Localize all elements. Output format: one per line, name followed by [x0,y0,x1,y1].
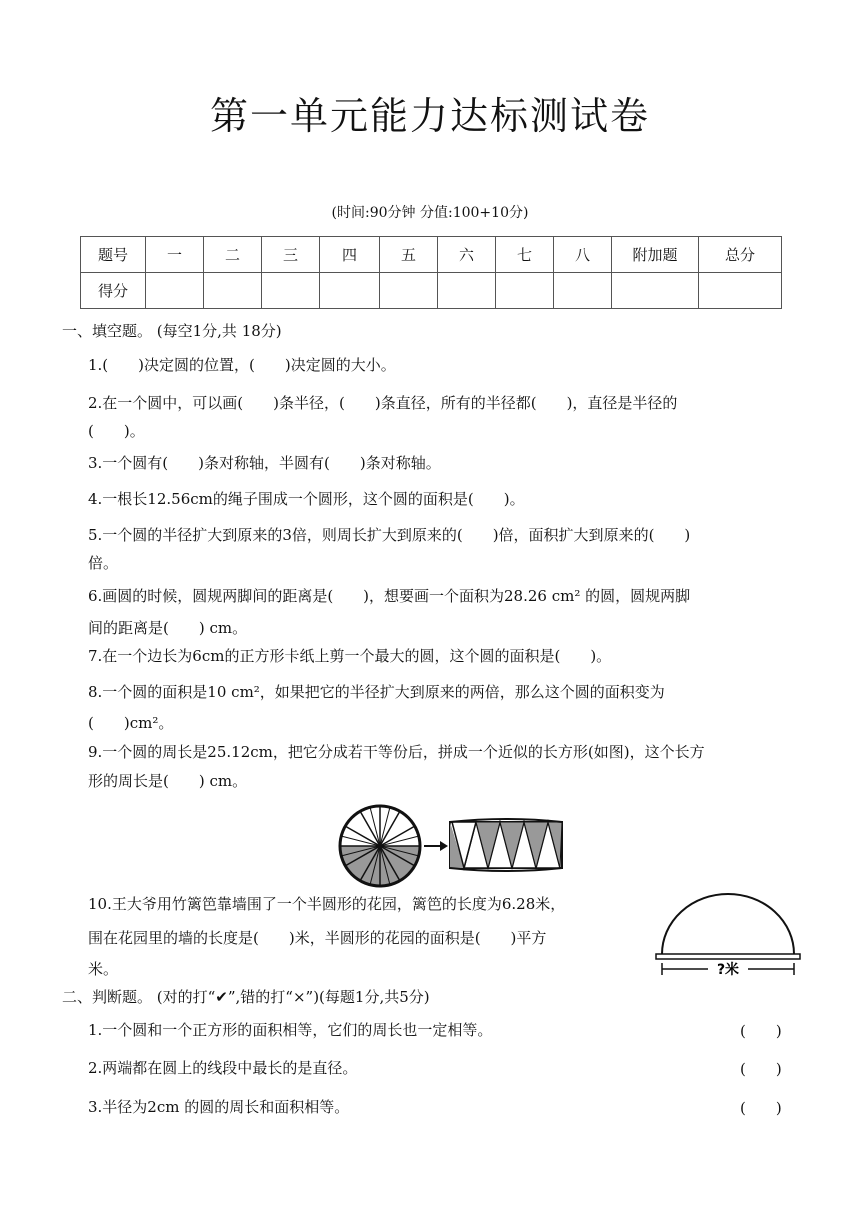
question-1-10: 10.王大爷用竹篱笆靠墙围了一个半圆形的花园，篱笆的长度为6.28米， [88,895,566,913]
score-header-cell: 七 [496,237,554,273]
question-1-2: 2.在一个圆中，可以画( )条半径，( )条直径，所有的半径都( )，直径是半径的 [88,394,678,412]
sector-circle-icon [340,806,420,886]
question-1-8-cont: ( )cm²。 [88,714,174,732]
score-header-cell: 三 [262,237,320,273]
answer-blank[interactable]: ( ) [740,1060,782,1078]
question-1-3: 3.一个圆有( )条对称轴，半圆有( )条对称轴。 [88,454,441,472]
question-1-8: 8.一个圆的面积是10 cm²，如果把它的半径扩大到原来的两倍，那么这个圆的面积变为 [88,683,665,701]
score-cell[interactable] [496,273,554,309]
score-table-header-row [81,237,782,273]
score-cell[interactable] [438,273,496,309]
question-1-4: 4.一根长12.56cm的绳子围成一个圆形，这个圆的面积是( )。 [88,490,525,508]
score-header-cell: 一 [146,237,204,273]
question-2-2: 2.两端都在圆上的线段中最长的是直径。 [88,1059,358,1077]
answer-blank[interactable]: ( ) [740,1022,782,1040]
score-header-cell: 总分 [699,237,782,273]
question-2-1: 1.一个圆和一个正方形的面积相等，它们的周长也一定相等。 [88,1021,493,1039]
score-header-cell: 附加题 [612,237,699,273]
score-table-score-row [81,273,782,309]
score-row-label: 得分 [81,273,146,309]
question-1-6-cont: 间的距离是( ) cm。 [88,619,248,637]
question-1-6: 6.画圆的时候，圆规两脚间的距离是( )，想要画一个面积为28.26 cm² 的圆，圆规两脚 [88,587,691,605]
score-header-cell: 六 [438,237,496,273]
arrow-right-icon [424,841,448,851]
score-table [80,236,782,309]
answer-blank[interactable]: ( ) [740,1099,782,1117]
score-cell[interactable] [699,273,782,309]
question-1-10-end: 米。 [88,960,119,978]
question-1-5-cont: 倍。 [88,554,119,572]
wall-icon [656,954,800,959]
question-1-2-cont: ( )。 [88,422,145,440]
score-header-cell: 八 [554,237,612,273]
score-header-cell: 二 [204,237,262,273]
score-cell[interactable] [380,273,438,309]
figure-label: ?米 [716,962,740,978]
score-cell[interactable] [204,273,262,309]
semicircle-garden-figure [652,888,804,980]
score-cell[interactable] [262,273,320,309]
circle-to-rectangle-figure [336,800,576,892]
question-1-7: 7.在一个边长为6cm的正方形卡纸上剪一个最大的圆，这个圆的面积是( )。 [88,647,612,665]
question-1-1: 1.( )决定圆的位置，( )决定圆的大小。 [88,356,396,374]
approx-rectangle-icon [450,819,562,871]
score-header-cell: 四 [320,237,380,273]
question-1-10-cont: 围在花园里的墙的长度是( )米，半圆形的花园的面积是( )平方 [88,929,547,947]
exam-info: (时间:90分钟 分值:100+10分) [331,205,529,221]
score-cell[interactable] [612,273,699,309]
question-1-5: 5.一个圆的半径扩大到原来的3倍，则周长扩大到原来的( )倍，面积扩大到原来的( ) [88,526,691,544]
score-cell[interactable] [146,273,204,309]
question-1-9: 9.一个圆的周长是25.12cm，把它分成若干等份后，拼成一个近似的长方形(如图)，这个长方 [88,743,705,761]
score-cell[interactable] [554,273,612,309]
section-heading-fill-blank: 一、填空题。 (每空1分,共 18分) [62,322,282,340]
score-cell[interactable] [320,273,380,309]
score-header-cell: 题号 [81,237,146,273]
question-1-9-cont: 形的周长是( ) cm。 [88,772,248,790]
question-2-3: 3.半径为2cm 的圆的周长和面积相等。 [88,1098,350,1116]
section-heading-true-false: 二、判断题。 (对的打“✔”,错的打“×”)(每题1分,共5分) [62,988,430,1006]
score-header-cell: 五 [380,237,438,273]
page-title: 第一单元能力达标测试卷 [209,94,650,138]
